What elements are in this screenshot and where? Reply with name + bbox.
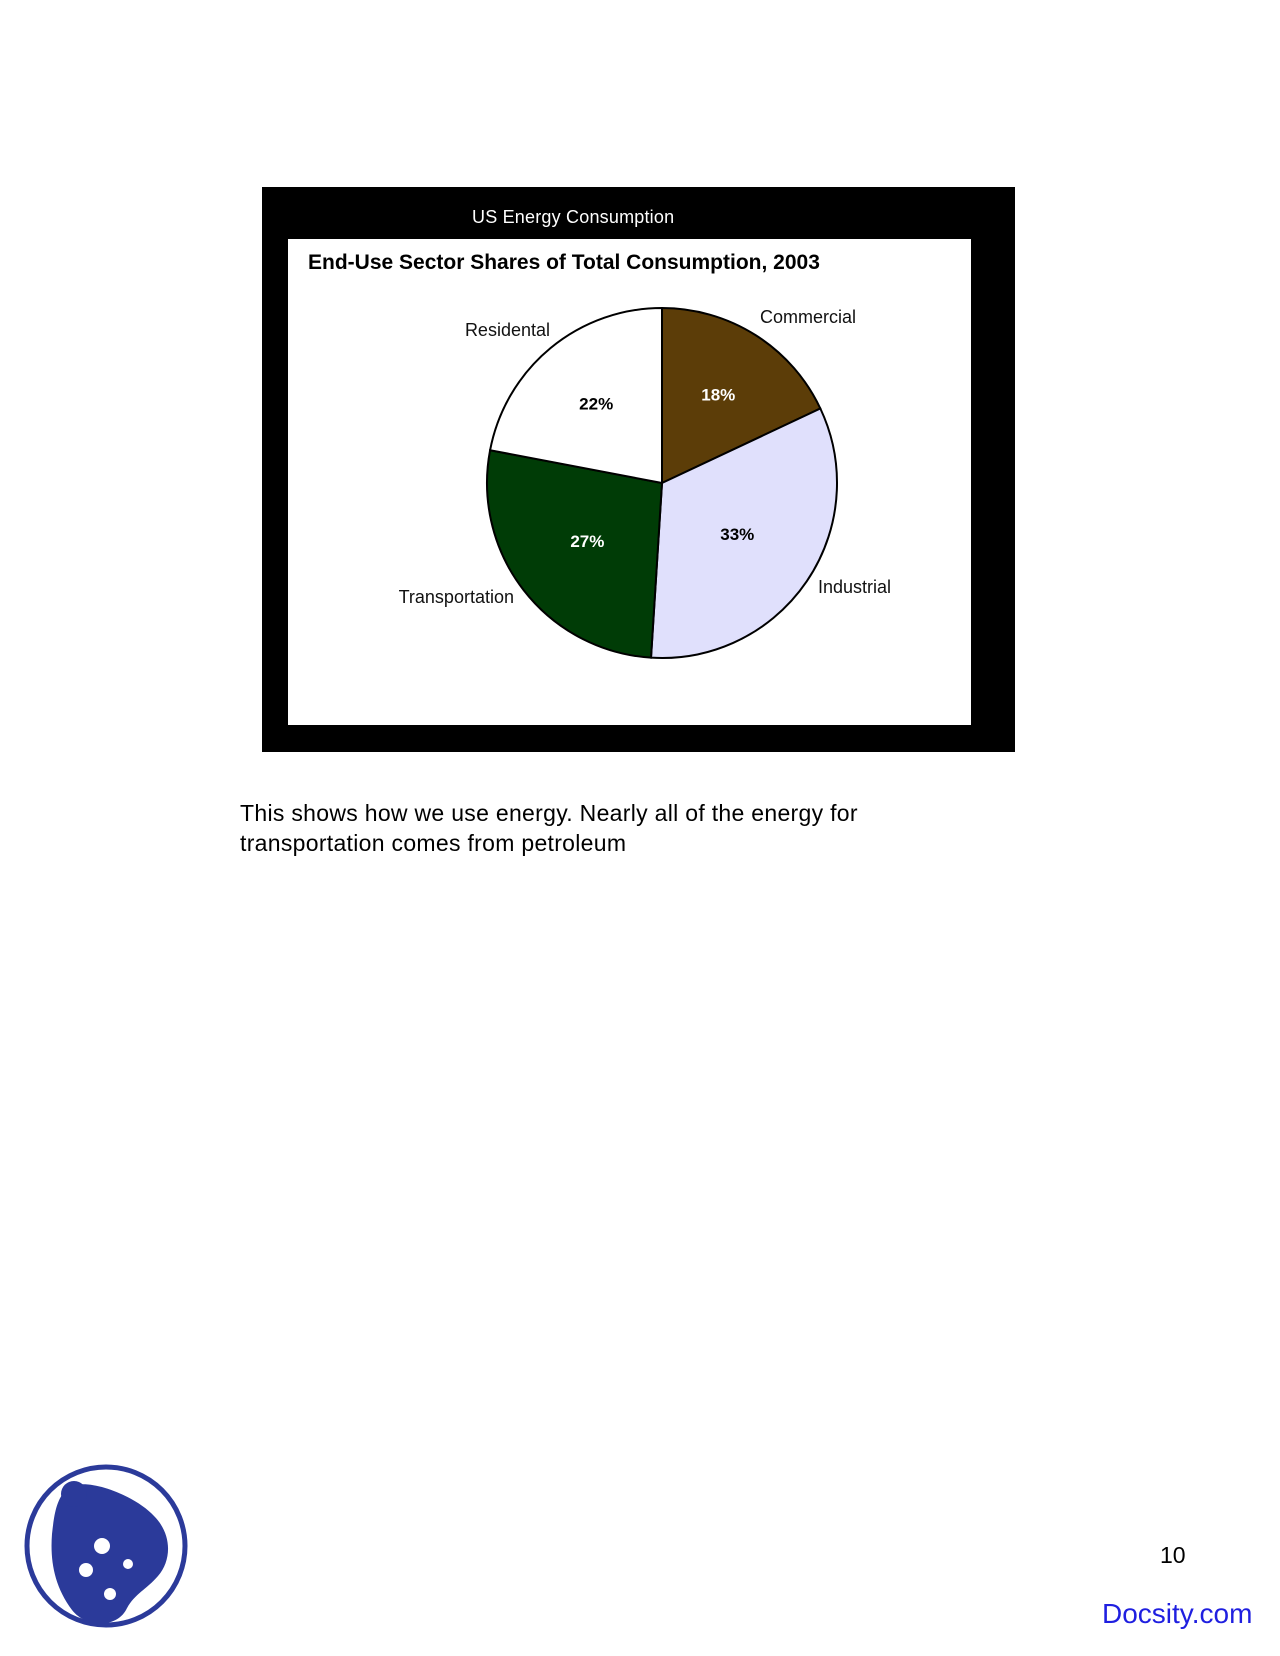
pie-category-label: Residental (464, 320, 550, 340)
pie-value-label: 27% (570, 531, 605, 551)
docsity-link[interactable]: Docsity.com (1102, 1598, 1253, 1629)
logo-dot (104, 1588, 116, 1600)
page-number: 10 (1160, 1542, 1186, 1568)
pie-chart-panel (288, 239, 971, 725)
logo-knob (61, 1481, 87, 1507)
slide-caption (240, 798, 960, 858)
pie-slices (487, 308, 837, 658)
pie-category-label: Transportation (398, 587, 514, 607)
pie-category-label: Commercial (760, 307, 857, 327)
chart-title: End-Use Sector Shares of Total Consumption, 2003 (308, 251, 820, 274)
pie-value-label: 33% (720, 525, 755, 545)
slide-title: US Energy Consumption (472, 207, 675, 227)
pie-value-label: 18% (701, 385, 736, 405)
slide-frame (262, 187, 1015, 752)
logo-dot (123, 1559, 133, 1569)
logo-dot (94, 1538, 110, 1554)
docsity-logo-icon[interactable] (22, 1460, 190, 1632)
pie-value-label: 22% (579, 394, 614, 414)
logo-dot (79, 1563, 93, 1577)
pie-category-label: Industrial (818, 577, 892, 597)
pie-slice-transportation (487, 450, 662, 657)
caption-line-1: This shows how we use energy. Nearly all of the energy for (240, 800, 858, 826)
pie-chart (288, 239, 971, 725)
caption-line-2: transportation comes from petroleum (240, 830, 627, 856)
